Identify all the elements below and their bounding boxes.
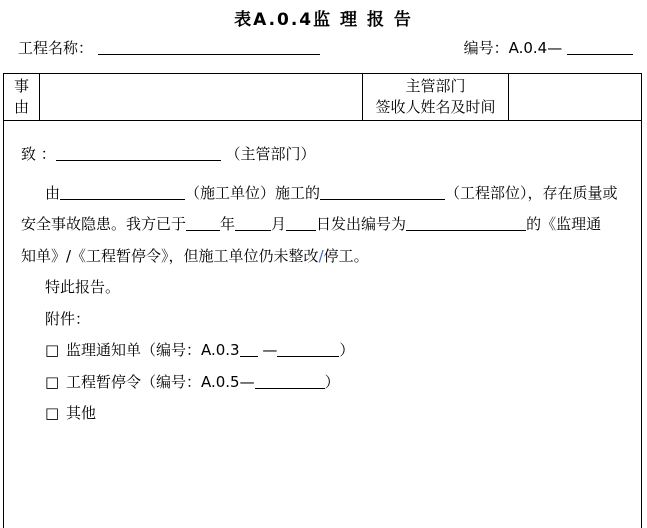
project-name-row <box>18 37 320 58</box>
text-run: （施工单位）施工的 <box>185 183 321 202</box>
doc-number-label: 编号：A.0.4— <box>463 39 563 57</box>
blank-field[interactable] <box>186 216 220 231</box>
blank-field[interactable] <box>240 342 258 357</box>
text-run: （主管部门） <box>220 145 316 163</box>
text-run: ） <box>339 341 355 359</box>
text-run: — <box>257 341 278 359</box>
text-run: 知单》/《工程暂停令》，但施工单位仍未整改 <box>21 246 319 265</box>
meta-row <box>18 37 633 59</box>
table-header-row <box>4 74 641 121</box>
blank-field[interactable] <box>255 374 325 389</box>
text-run: 日发出编号为 <box>316 215 407 233</box>
blank-field[interactable] <box>235 216 271 231</box>
text-run: 停工。 <box>323 246 369 265</box>
text-run: 致 ： <box>21 145 56 163</box>
subject-label-cell <box>4 74 40 120</box>
subject-label: 事由 <box>13 77 29 116</box>
receipt-signature-cell[interactable] <box>509 74 641 120</box>
blank-field[interactable] <box>286 216 316 231</box>
para-line-1 <box>21 178 625 210</box>
receipt-label-cell <box>363 74 509 120</box>
text-run: 安全事故隐患。我方已于 <box>21 215 187 233</box>
text-run: 工程暂停令（编号：A.0.5— <box>61 372 255 391</box>
checkbox-icon[interactable]: □ <box>45 372 60 391</box>
project-name-blank[interactable] <box>98 40 320 55</box>
doc-number-row <box>464 37 633 58</box>
receipt-label-line2: 签收人姓名及时间 <box>375 98 496 116</box>
doc-number-blank[interactable] <box>567 40 633 55</box>
text-run: 其他 <box>61 404 96 422</box>
text-run: ） <box>324 372 340 391</box>
text-run: 监理通知单（编号：A.0.3 <box>61 341 240 359</box>
body-lines <box>4 139 641 430</box>
attachment-item-suspend <box>21 367 625 399</box>
para-line-2 <box>21 209 625 241</box>
blank-field[interactable] <box>320 185 445 200</box>
blank-field[interactable] <box>60 185 185 200</box>
text-run: 年 <box>220 215 236 233</box>
text-run: （工程部位），存在质量或 <box>445 183 618 202</box>
page-title: 表A.0.4监 理 报 告 <box>234 10 413 30</box>
text-run: 月 <box>271 215 287 233</box>
receipt-label-line1: 主管部门 <box>405 77 466 95</box>
blank-field[interactable] <box>406 216 526 231</box>
text-run: 的《监理通 <box>526 215 602 233</box>
to-line <box>21 139 625 171</box>
accent-slash: / <box>318 246 324 265</box>
report-form-table <box>3 73 642 528</box>
blank-field[interactable] <box>56 146 221 161</box>
report-line <box>21 272 625 304</box>
text-run: 附件： <box>45 309 91 328</box>
text-run: 由 <box>45 183 61 202</box>
text-run: 特此报告。 <box>45 278 121 296</box>
attachment-item-notice <box>21 335 625 367</box>
blank-field[interactable] <box>277 342 339 357</box>
checkbox-icon[interactable]: □ <box>45 341 60 359</box>
subject-content-cell[interactable] <box>40 74 363 120</box>
checkbox-icon[interactable]: □ <box>45 404 60 422</box>
attachment-label <box>21 304 625 336</box>
project-name-label: 工程名称： <box>18 39 94 57</box>
attachment-item-other <box>21 398 625 430</box>
para-line-3 <box>21 241 625 273</box>
